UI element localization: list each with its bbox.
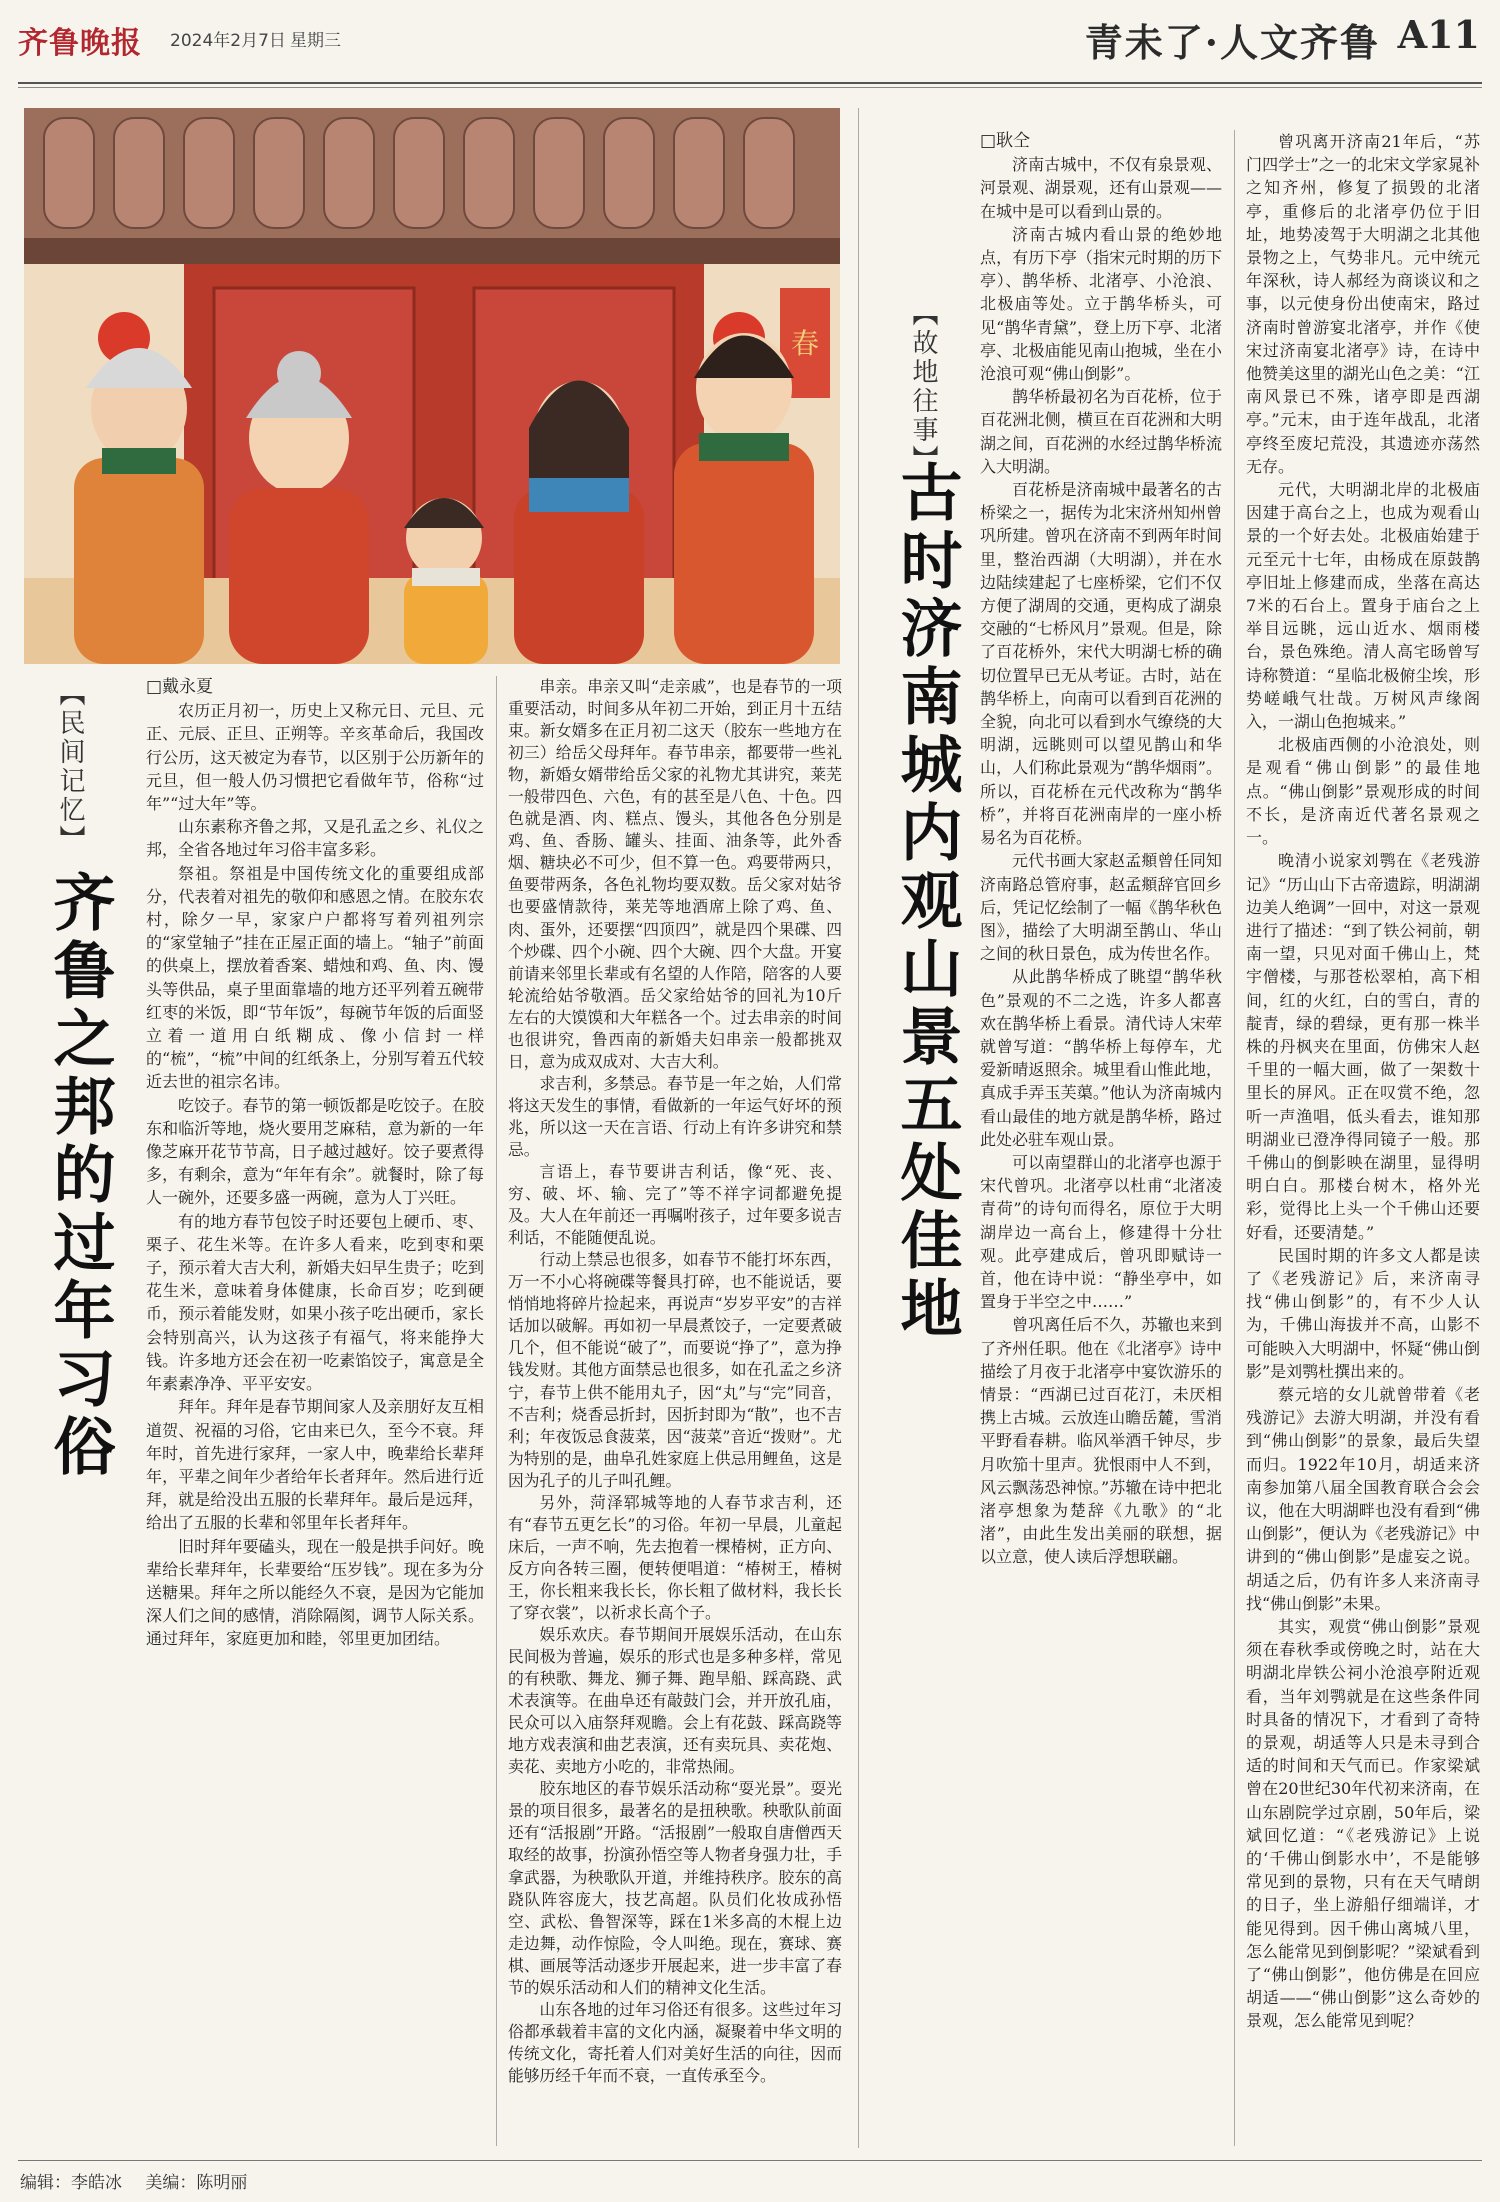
article2-paragraph: 从此鹊华桥成了眺望“鹊华秋色”景观的不二之选，许多人都喜欢在鹊华桥上看景。清代诗人宋荦就曾写道：“鹊华桥上每停车，尤爱新晴返照余。城里看山惟此地，真成手弄玉芙蕖。”他认为济南城内看山最佳的地方就是鹊华桥，路过此处必驻车观山景。	[980, 967, 1222, 1149]
article2-paragraph: 可以南望群山的北渚亭也源于宋代曾巩。北渚亭以杜甫“北渚凌青荷”的诗句而得名，原位于大明湖岸边一高台上，修建得十分壮观。此亭建成后，曾巩即赋诗一首，他在诗中说：“静坐亭中，如置身于半空之中……”	[980, 1152, 1222, 1312]
issue-weekday: 星期三	[290, 31, 341, 51]
header-rule-thin	[18, 87, 1482, 88]
designer-credit: 美编：陈明丽	[145, 2173, 248, 2193]
article2-title: 古时济南城内观山景五处佳地	[890, 460, 963, 1344]
new-year-family-illustration	[24, 108, 840, 664]
article1-column-tag: 【民间记忆】	[55, 680, 85, 854]
page-number: A11	[1397, 12, 1480, 57]
article1-column-2	[508, 676, 842, 2087]
article1-paragraph: 胶东地区的春节娱乐活动称“耍光景”。耍光景的项目很多，最著名的是扭秧歌。秧歌队前面还有“活报剧”开路。“活报剧”一般取自唐僧西天取经的故事，扮演孙悟空等人物者身强力壮，手拿武器，为秧歌队开道，并维持秩序。胶东的高跷队阵容庞大，技艺高超。队员们化妆成孙悟空、武松、鲁智深等，踩在1米多高的木棍上边走边舞，动作惊险，令人叫绝。现在，赛球、赛棋、画展等活动逐步开展起来，进一步丰富了春节的娱乐活动和人们的精神文化生活。	[508, 1779, 842, 1997]
article2-author: □耿仝	[980, 131, 1031, 151]
article2-column-1	[980, 130, 1222, 1569]
article2-paragraph: 百花桥是济南城中最著名的古桥梁之一，据传为北宋济州知州曾巩所建。曾巩在济南不到两年时间里，整治西湖（大明湖），并在水边陆续建起了七座桥梁，它们不仅方便了湖周的交通，更构成了湖泉交融的“七桥风月”景观。但是，除了百花桥外，宋代大明湖七桥的确切位置早已无从考证。古时，站在鹊华桥上，向南可以看到百花洲的全貌，向北可以看到水气缭绕的大明湖，远眺则可以望见鹊山和华山，人们称此景观为“鹊华烟雨”。所以，百花桥在元代改称为“鹊华桥”，并将百花洲南岸的一座小桥易名为百花桥。	[980, 480, 1222, 848]
footer-rule	[18, 2160, 1482, 2161]
article2-paragraph: 蔡元培的女儿就曾带着《老残游记》去游大明湖，并没有看到“佛山倒影”的景象，最后失望而归。1922年10月，胡适来济南参加第八届全国教育联合会会议，他在大明湖畔也没有看到“佛山倒影”，便认为《老残游记》中讲到的“佛山倒影”是虚妄之说。胡适之后，仍有许多人来济南寻找“佛山倒影”未果。	[1246, 1384, 1480, 1613]
page-footer	[20, 2168, 265, 2193]
article1-column-1	[146, 676, 484, 1651]
article2-paragraph: 其实，观赏“佛山倒影”景观须在春秋季或傍晚之时，站在大明湖北岸铁公祠小沧浪亭附近观看，当年刘鹗就是在这些条件同时具备的情况下，才看到了奇特的景观，胡适等人只是未寻到合适的时间和天气而已。作家梁斌曾在20世纪30年代初来济南，在山东剧院学过京剧，50年后，梁斌回忆道：“《老残游记》上说的‘千佛山倒影水中’，不是能够常见到的景物，只有在天气晴朗的日子，坐上游船仔细端详，才能见得到。因千佛山离城八里，怎么能常见到倒影呢？”梁斌看到了“佛山倒影”，他仿佛是在回应胡适——“佛山倒影”这么奇妙的景观，怎么能常见到呢？	[1246, 1617, 1480, 2031]
article2-paragraph: 济南古城内看山景的绝妙地点，有历下亭（指宋元时期的历下亭）、鹊华桥、北渚亭、小沧浪、北极庙等处。立于鹊华桥头，可见“鹊华青黛”，登上历下亭、北渚亭、北极庙能见南山抱城，坐在小沧浪可观“佛山倒影”。	[980, 224, 1222, 384]
article1-paragraph: 拜年。拜年是春节期间家人及亲朋好友互相道贺、祝福的习俗，它由来已久，至今不衰。拜年时，首先进行家拜，一家人中，晚辈给长辈拜年，平辈之间年少者给年长者拜年。然后进行近拜，就是给没出五服的长辈拜年。最后是远拜，给出了五服的长辈和邻里年长者拜年。	[146, 1397, 484, 1533]
article2-paragraph: 济南古城中，不仅有泉景观、河景观、湖景观，还有山景观——在城中是可以看到山景的。	[980, 155, 1222, 221]
article1-paragraph: 旧时拜年要磕头，现在一般是拱手问好。晚辈给长辈拜年，长辈要给“压岁钱”。现在多为分送糖果。拜年之所以能经久不衰，是因为它能加深人们之间的感情，消除隔阂，调节人际关系。通过拜年，家庭更加和睦，邻里更加团结。	[146, 1536, 484, 1649]
article-divider	[858, 108, 859, 2148]
article2-paragraph: 曾巩离开济南21年后，“苏门四学士”之一的北宋文学家晁补之知齐州，修复了损毁的北渚亭，重修后的北渚亭仍位于旧址，地势凌驾于大明湖之北其他景物之上，气势非凡。元中统元年深秋，诗人郝经为商谈议和之事，以元使身份出使南宋，路过济南时曾游宴北渚亭，并作《使宋过济南宴北渚亭》诗，在诗中他赞美这里的湖光山色之美：“江南风景已不殊，诸亭即是西湖亭。”元末，由于连年战乱，北渚亭终至废圮荒没，其遗迹亦荡然无存。	[1246, 132, 1480, 476]
article1-paragraph: 祭祖。祭祖是中国传统文化的重要组成部分，代表着对祖先的敬仰和感恩之情。在胶东农村，除夕一早，家家户户都将写着列祖列宗的“家堂轴子”挂在正屋正面的墙上。“轴子”前面的供桌上，摆放着香案、蜡烛和鸡、鱼、肉、馒头等供品，桌子里面靠墙的地方还平列着五碗带红枣的米饭，即“节年饭”，每碗节年饭的后面竖立着一道用白纸糊成、像小信封一样的“梳”，“梳”中间的红纸条上，分别写着五代较近去世的祖宗名讳。	[146, 863, 484, 1092]
header-rule	[18, 82, 1482, 84]
article1-paragraph: 行动上禁忌也很多，如春节不能打坏东西，万一不小心将碗碟等餐具打碎，也不能说话，要悄悄地将碎片捡起来，再说声“岁岁平安”的吉祥话加以破解。再如初一早晨煮饺子，一定要煮破几个，但不能说“破了”，而要说“挣了”，意为挣钱发财。其他方面禁忌也很多，如在孔孟之乡济宁，春节上供不能用丸子，因“丸”与“完”同音，不吉利；烧香忌折封，因折封即为“散”，也不吉利；年夜饭忌食菠菜，因“菠菜”音近“拨财”。尤为特别的是，曲阜孔姓家庭上供忌用鲤鱼，这是因为孔子的儿子叫孔鲤。	[508, 1250, 842, 1490]
illustration-svg	[24, 108, 840, 664]
svg-text:春: 春	[790, 327, 820, 360]
article2-column-tag: 【故地往事】	[908, 300, 938, 474]
column-divider	[496, 676, 497, 2146]
column-divider	[1234, 130, 1235, 2146]
article1-paragraph: 吃饺子。春节的第一顿饭都是吃饺子。在胶东和临沂等地，烧火要用芝麻秸，意为新的一年像芝麻开花节节高，日子越过越好。饺子要煮得多，有剩余，意为“年年有余”。就餐时，除了每人一碗外，还要多盛一两碗，意为人丁兴旺。	[146, 1095, 484, 1208]
article1-title: 齐鲁之邦的过年习俗	[43, 870, 116, 1482]
article1-paragraph: 农历正月初一，历史上又称元日、元旦、元正、元辰、正旦、正朔等。辛亥革命后，我国改行公历，这天被定为春节，以区别于公历新年的元旦，但一般人仍习惯把它看做年节，俗称“过年”“过大年”等。	[146, 701, 484, 814]
article2-paragraph: 曾巩离任后不久，苏辙也来到了齐州任职。他在《北渚亭》诗中描绘了月夜于北渚亭中宴饮游乐的情景：“西湖已过百花汀，未厌相携上古城。云放连山瞻岳麓，雪消平野看春耕。临风举酒千钟尽，步月吹笳十里声。犹恨雨中人不到，风云飘荡恐神惊。”苏辙在诗中把北渚亭想象为楚辞《九歌》的“北渚”，由此生发出美丽的联想，据以立意，使人读后浮想联翩。	[980, 1315, 1222, 1567]
issue-date: 2024年2月7日	[170, 31, 286, 51]
article2-paragraph: 北极庙西侧的小沧浪处，则是观看“佛山倒影”的最佳地点。“佛山倒影”景观形成的时间不长，是济南近代著名景观之一。	[1246, 735, 1480, 848]
article2-paragraph: 元代，大明湖北岸的北极庙因建于高台之上，也成为观看山景的一个好去处。北极庙始建于元至元十七年，由杨成在原鼓鹊亭旧址上修建而成，坐落在高达7米的石台上。置身于庙台之上举目远眺，远山近水、烟雨楼台，景色殊绝。清人高宅旸曾写诗称赞道：“星临北极俯尘埃，形势嵯峨气壮哉。万树风声缘阁入，一湖山色抱城来。”	[1246, 480, 1480, 732]
article1-author: □戴永夏	[146, 677, 214, 697]
article1-paragraph: 娱乐欢庆。春节期间开展娱乐活动，在山东民间极为普遍，娱乐的形式也是多种多样，常见的有秧歌、舞龙、狮子舞、跑旱船、踩高跷、武术表演等。在曲阜还有敲鼓门会，并开放孔庙，民众可以入庙祭拜观瞻。会上有花鼓、踩高跷等地方戏表演和曲艺表演，还有卖玩具、卖花炮、卖花、卖地方小吃的，非常热闹。	[508, 1625, 842, 1777]
article1-paragraph: 求吉利，多禁忌。春节是一年之始，人们常将这天发生的事情，看做新的一年运气好坏的预兆，所以这一天在言语、行动上有许多讲究和禁忌。	[508, 1073, 842, 1159]
article1-paragraph: 另外，菏泽郓城等地的人春节求吉利，还有“春节五更乞长”的习俗。年初一早晨，儿童起床后，一声不响，先去抱着一棵椿树，正方向、反方向各转三圈，便转便唱道：“椿树王，椿树王，你长粗来我长长，你长粗了做材料，我长长了穿衣裳”，以祈求长高个子。	[508, 1492, 842, 1622]
newspaper-logo: 齐鲁晚报	[18, 26, 142, 61]
article2-column-2	[1246, 130, 1480, 2033]
editor-credit: 编辑：李皓冰	[20, 2173, 122, 2193]
article2-paragraph: 晚清小说家刘鹗在《老残游记》“历山山下古帝遗踪，明湖湖边美人绝调”一回中，对这一景观进行了描述：“到了铁公祠前，朝南一望，只见对面千佛山上，梵宇僧楼，与那苍松翠柏，高下相间，红的火红，白的雪白，青的靛青，绿的碧绿，更有那一株半株的丹枫夹在里面，仿佛宋人赵千里的一幅大画，做了一架数十里长的屏风。正在叹赏不绝，忽听一声渔唱，低头看去，谁知那明湖业已澄净得同镜子一般。那千佛山的倒影映在湖里，显得明明白白。那楼台树木，格外光彩，觉得比上头一个千佛山还要好看，还要清楚。”	[1246, 851, 1480, 1242]
article1-paragraph: 山东各地的过年习俗还有很多。这些过年习俗都承载着丰富的文化内涵，凝聚着中华文明的传统文化，寄托着人们对美好生活的向往，因而能够历经千年而不衰，一直传承至今。	[508, 1999, 842, 2085]
article1-paragraph: 有的地方春节包饺子时还要包上硬币、枣、栗子、花生米等。在许多人看来，吃到枣和栗子，预示着大吉大利，新婚夫妇早生贵子；吃到花生米，意味着身体健康，长命百岁；吃到硬币，预示着能发财，如果小孩子吃出硬币，家长会特别高兴，认为这孩子有福气，将来能挣大钱。许多地方还会在初一吃素馅饺子，寓意是全年素素净净、平平安安。	[146, 1211, 484, 1394]
section-title: 青未了·人文齐鲁	[1084, 20, 1380, 65]
article1-paragraph: 山东素称齐鲁之邦，又是孔孟之乡、礼仪之邦，全省各地过年习俗丰富多彩。	[146, 817, 484, 860]
article2-paragraph: 元代书画大家赵孟頫曾任同知济南路总管府事，赵孟頫辞官回乡后，凭记忆绘制了一幅《鹊华秋色图》，描绘了大明湖至鹊山、华山之间的秋日景色，成为传世名作。	[980, 851, 1222, 964]
article2-paragraph: 民国时期的许多文人都是读了《老残游记》后，来济南寻找“佛山倒影”的，有不少人认为，千佛山海拔并不高，山影不可能映入大明湖中，怀疑“佛山倒影”是刘鹗杜撰出来的。	[1246, 1245, 1480, 1381]
page-header	[0, 0, 1500, 80]
article1-paragraph: 言语上，春节要讲吉利话，像“死、丧、穷、破、坏、输、完了”等不祥字词都避免提及。大人在年前还一再嘱咐孩子，过年要多说吉利话，不能随便乱说。	[508, 1162, 842, 1248]
article2-paragraph: 鹊华桥最初名为百花桥，位于百花洲北侧，横亘在百花洲和大明湖之间，百花洲的水经过鹊华桥流入大明湖。	[980, 387, 1222, 476]
article1-paragraph: 串亲。串亲又叫“走亲戚”，也是春节的一项重要活动，时间多从年初二开始，到正月十五结束。新女婿多在正月初二这天（胶东一些地方在初三）给岳父母拜年。春节串亲，都要带一些礼物，新婚女婿带给岳父家的礼物尤其讲究，莱芜一般带四色、六色，有的甚至是八色、十色。四色就是酒、肉、糕点、馒头，其他各色分别是鸡、鱼、香肠、罐头、挂面、油条等，此外香烟、糖块必不可少，但不算一色。鸡要带两只，鱼要带两条，各色礼物均要双数。岳父家对姑爷也要盛情款待，莱芜等地酒席上除了鸡、鱼、肉、蛋外，还要摆“四顶四”，就是四个果碟、四个炒碟、四个小碗、四个大碗、四个大盘。开宴前请来邻里长辈或有名望的人作陪，陪客的人要轮流给姑爷敬酒。岳父家给姑爷的回礼为10斤左右的大馍馍和大年糕各一个。过去串亲的时间也很讲究，鲁西南的新婚夫妇串亲一般都挑双日，意为成双成对、大吉大利。	[508, 677, 842, 1071]
